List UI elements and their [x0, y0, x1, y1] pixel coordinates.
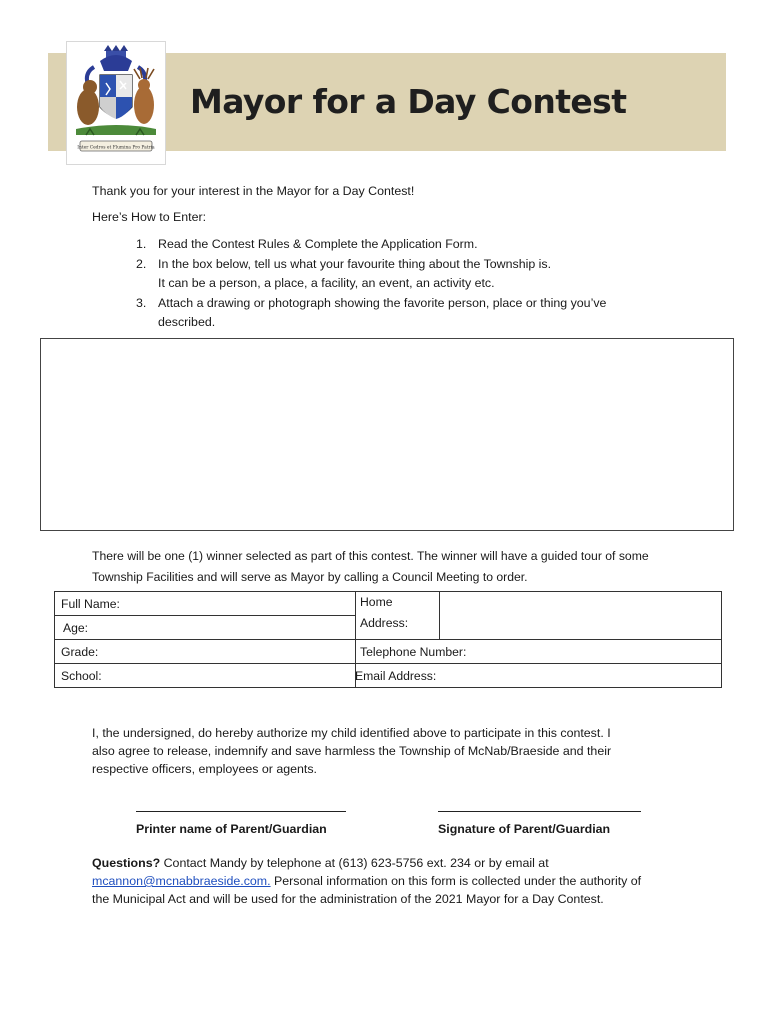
email-link[interactable]: mcannon@mcnabbraeside.com. [92, 874, 271, 888]
printed-name-line[interactable] [136, 811, 346, 812]
questions-line-2 [92, 872, 641, 890]
list-item: described. [158, 315, 216, 329]
age-field[interactable] [61, 616, 351, 639]
questions-contact-text: Contact Mandy by telephone at (613) 623-5756 ext. 234 or by email at [160, 856, 549, 870]
form-divider [439, 592, 440, 639]
email-field[interactable] [451, 664, 719, 687]
address-label: Address: [360, 616, 409, 630]
school-label: School: [61, 669, 102, 683]
questions-label: Questions? [92, 856, 161, 870]
crest-emblem-icon [70, 45, 162, 161]
signature-caption: Signature of Parent/Guardian [438, 822, 611, 836]
home-label: Home [360, 595, 393, 609]
privacy-notice-text: Personal information on this form is collected under the authority of [270, 874, 642, 888]
full-name-label: Full Name: [61, 597, 120, 611]
favourite-thing-answer-box[interactable] [40, 338, 734, 531]
how-to-enter-heading: Here’s How to Enter: [92, 210, 207, 224]
svg-text:Inter Cedros et Flumina Pro Pa: Inter Cedros et Flumina Pro Patria [77, 145, 155, 151]
full-name-field[interactable] [61, 592, 351, 615]
questions-line-1 [92, 854, 549, 872]
list-item: 1. Read the Contest Rules & Complete the Application Form. [136, 237, 478, 251]
consent-line-2: also agree to release, indemnify and save harmless the Township of McNab/Braeside and their [92, 744, 612, 758]
page-title: Mayor for a Day Contest [190, 82, 627, 121]
list-item: 3. Attach a drawing or photograph showing the favorite person, place or thing you’ve [136, 296, 607, 310]
township-crest-logo [66, 41, 166, 165]
age-label: Age: [63, 621, 89, 635]
application-form-table [54, 591, 722, 688]
school-field[interactable] [61, 664, 351, 687]
telephone-field[interactable] [475, 640, 719, 663]
list-item: It can be a person, a place, a facility, an event, an activity etc. [158, 276, 495, 290]
signature-line[interactable] [438, 811, 641, 812]
winner-text-line-1: There will be one (1) winner selected as part of this contest. The winner will have a guided tour of some [92, 549, 649, 563]
consent-line-1: I, the undersigned, do hereby authorize my child identified above to participate in this contest. I [92, 726, 611, 740]
home-address-field[interactable] [441, 592, 719, 638]
grade-field[interactable] [61, 640, 351, 663]
telephone-label: Telephone Number: [360, 645, 467, 659]
list-item: 2. In the box below, tell us what your favourite thing about the Township is. [136, 257, 552, 271]
winner-text-line-2: Township Facilities and will serve as Mayor by calling a Council Meeting to order. [92, 570, 528, 584]
email-label: Email Address: [355, 669, 437, 683]
questions-line-3: the Municipal Act and will be used for the administration of the 2021 Mayor for a Day Contest. [92, 892, 604, 906]
printed-name-caption: Printer name of Parent/Guardian [136, 822, 327, 836]
intro-thanks: Thank you for your interest in the Mayor for a Day Contest! [92, 184, 415, 198]
consent-line-3: respective officers, employees or agents. [92, 762, 317, 776]
grade-label: Grade: [61, 645, 99, 659]
